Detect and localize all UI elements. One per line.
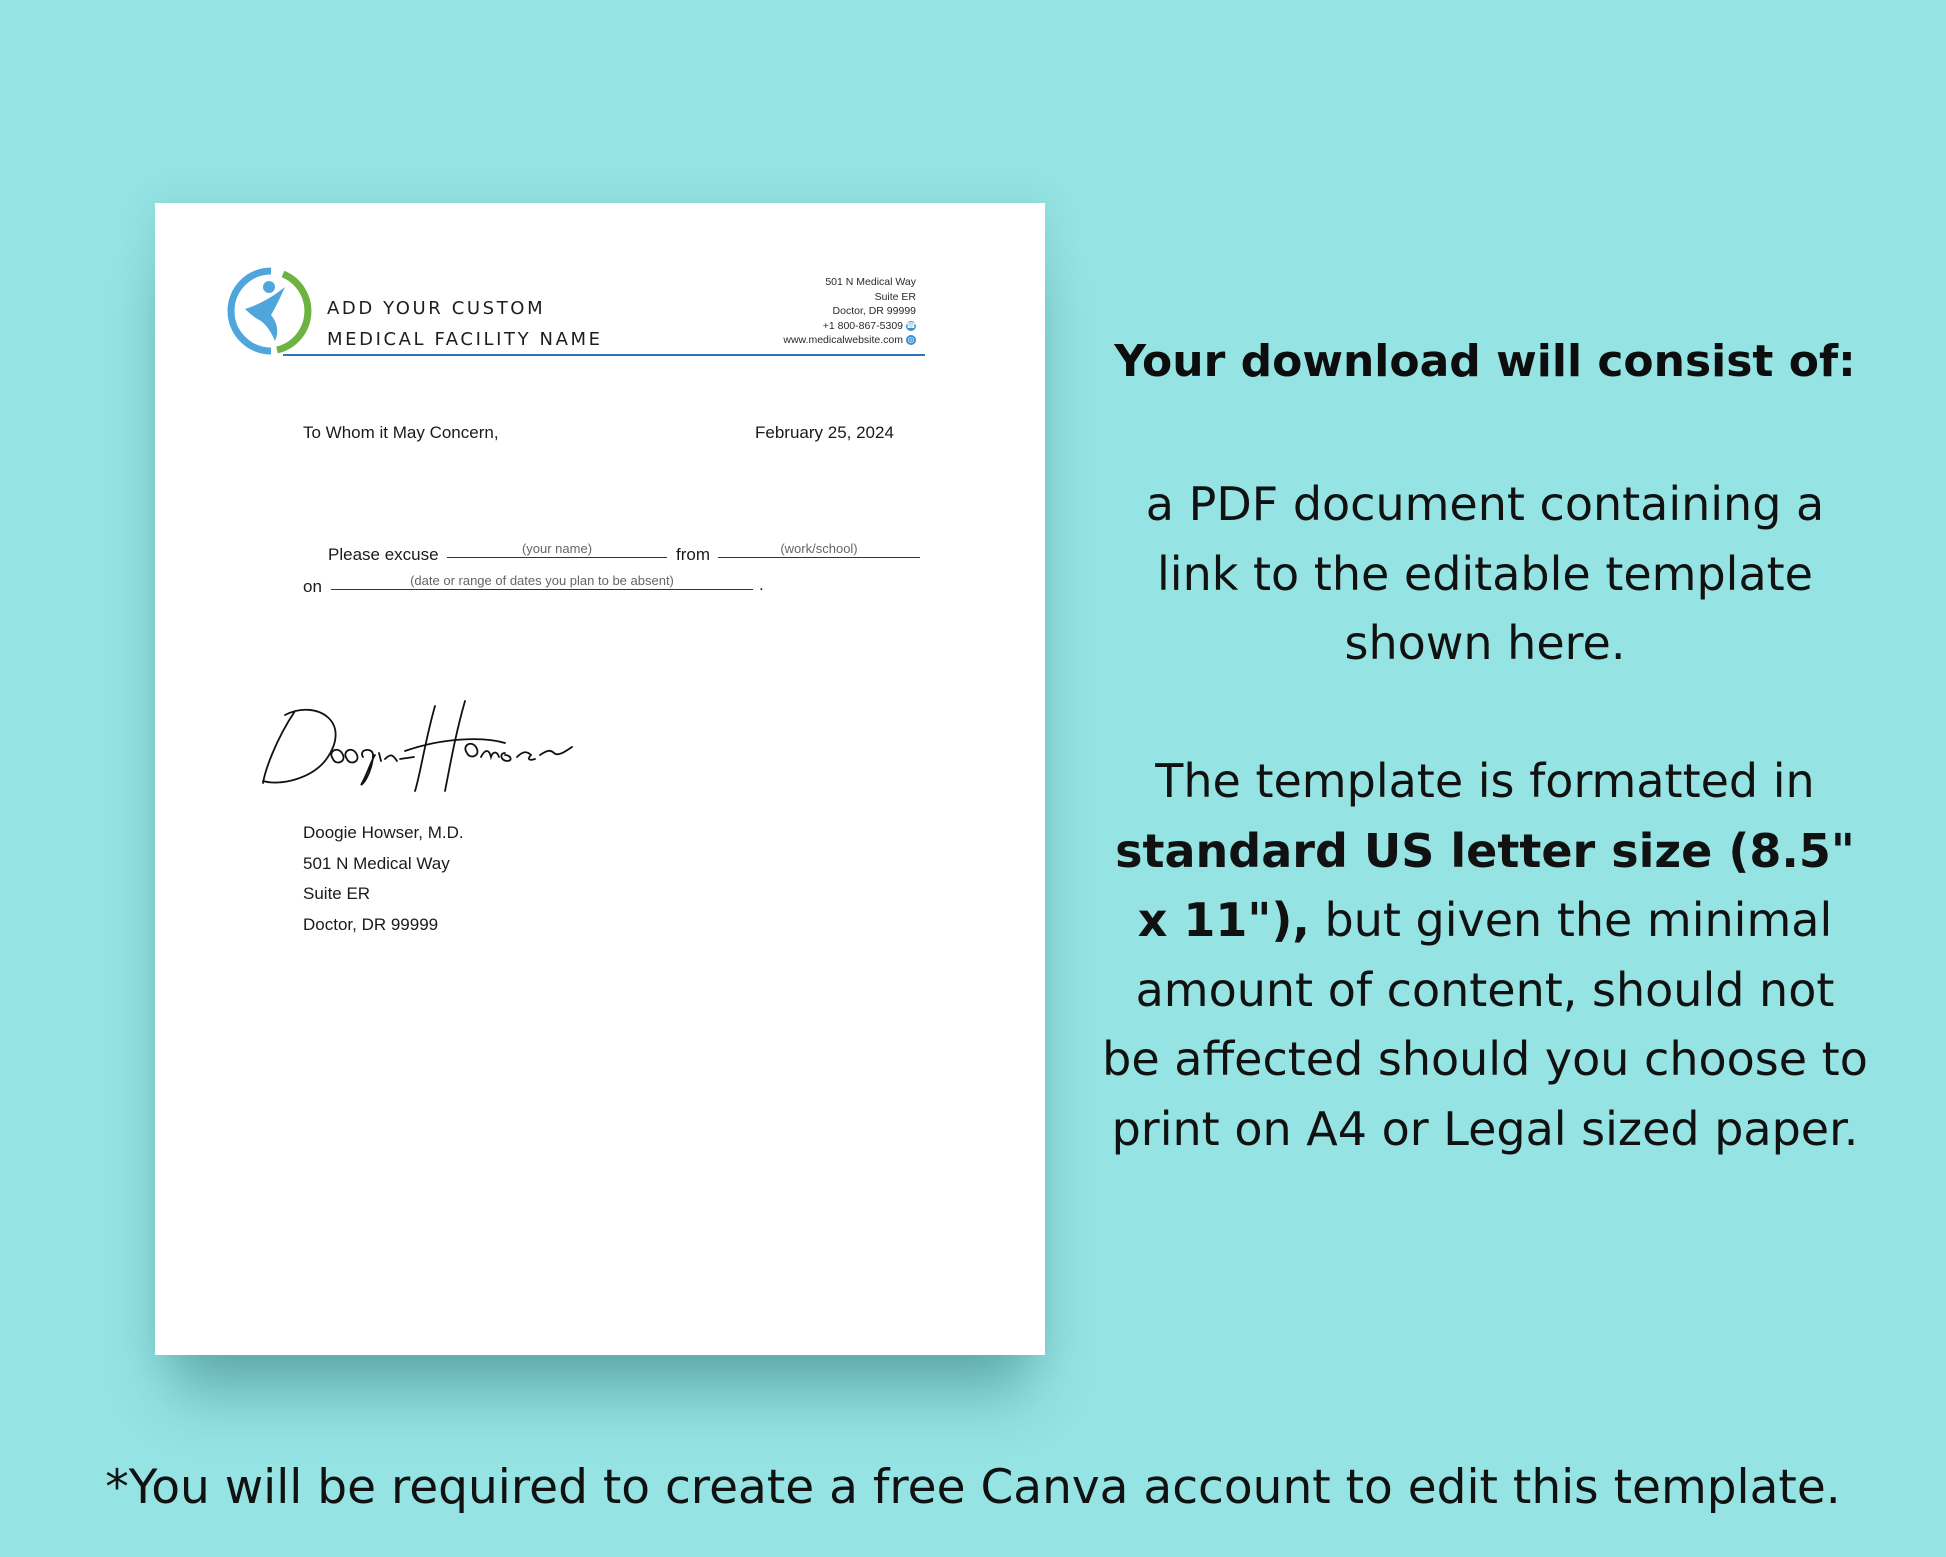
canva-footnote: *You will be required to create a free Canva account to edit this template. [105,1460,1841,1515]
format-text-bold: standard US letter size (8.5" x 11"), [1115,823,1855,947]
website-row [783,333,916,348]
signature-image [255,681,595,801]
signer-block [303,818,464,940]
address-line3: Doctor, DR 99999 [832,305,916,317]
contact-block [783,275,916,348]
greeting: To Whom it May Concern, [303,423,499,442]
excuse-label: Please excuse [328,545,439,564]
address-line2: Suite ER [874,290,916,303]
letter-date: February 25, 2024 [755,423,894,442]
signer-address1: 501 N Medical Way [303,853,450,873]
address-line1: 501 N Medical Way [825,276,916,288]
format-description [1100,747,1870,1164]
format-text-start: The template is formatted in [1155,754,1815,808]
letterhead-rule [283,354,925,356]
work-blank[interactable]: (work/school) [718,541,920,558]
letter-preview [155,203,1045,1355]
signer-address2: Suite ER [303,884,371,903]
facility-name-line2: MEDICAL FACILITY NAME [327,329,603,350]
dates-blank[interactable]: (date or range of dates you plan to be absent) [331,573,753,590]
phone-row [783,319,916,334]
from-label: from [676,545,710,564]
medical-logo-icon [225,265,317,357]
facility-name [327,293,603,355]
signer-name: Doogie Howser, M.D. [303,823,464,842]
download-heading: Your download will consist of: [1114,336,1856,387]
phone-number: +1 800-867-5309 [822,319,903,332]
format-text-end: but given the minimal amount of content, should not be affected should you choose to print on A4 or Legal sized paper. [1102,893,1868,1156]
pdf-description: a PDF document containing a link to the editable template shown here. [1145,477,1825,670]
name-blank[interactable]: (your name) [447,541,667,558]
on-label: on [303,577,322,596]
facility-name-line1: ADD YOUR CUSTOM [327,298,546,319]
phone-icon: ☎ [906,320,916,330]
website-url: www.medicalwebsite.com [783,334,903,346]
signer-address3: Doctor, DR 99999 [303,914,439,934]
period: . [759,575,764,594]
globe-icon: ◎ [907,335,915,345]
